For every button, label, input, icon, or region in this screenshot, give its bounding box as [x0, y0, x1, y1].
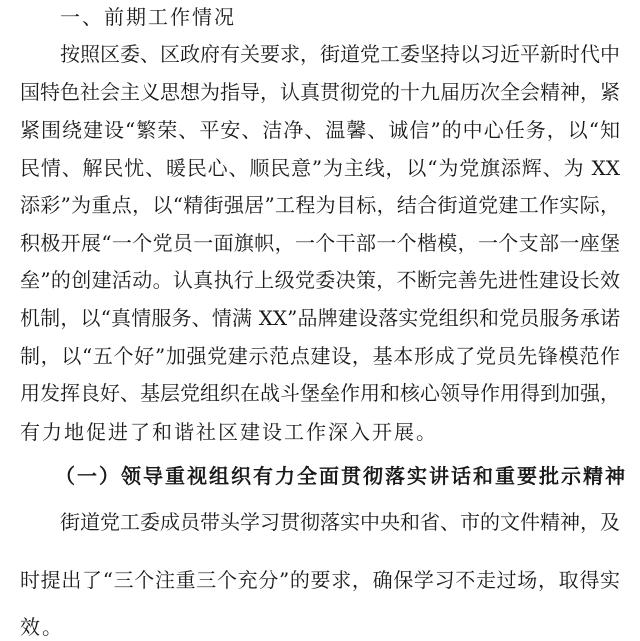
paragraph-line: 垒”的创建活动。认真执行上级党委决策，不断完善先进性建设长效: [20, 268, 620, 292]
subsection-title: （一）领导重视组织有力全面贯彻落实讲话和重要批示精神: [55, 464, 625, 488]
paragraph-line: 民情、解民忧、暖民心、顺民意”为主线，以“为党旗添辉、为 XX: [20, 156, 620, 180]
paragraph-line: 效。: [20, 615, 64, 639]
paragraph-line: 积极开展“一个党员一面旗帜，一个干部一个楷模，一个支部一座堡: [20, 231, 620, 255]
paragraph-line: 时提出了“三个注重三个充分”的要求，确保学习不走过场，取得实: [20, 568, 620, 592]
paragraph-line: 制，以“五个好”加强党建示范点建设，基本形成了党员先锋模范作: [20, 344, 620, 368]
section-title: 一、前期工作情况: [60, 5, 236, 29]
paragraph-line: 用发挥良好、基层党组织在战斗堡垒作用和核心领导作用得到加强，: [20, 381, 620, 405]
paragraph-line: 按照区委、区政府有关要求，街道党工委坚持以习近平新时代中: [60, 42, 620, 66]
paragraph-line: 有力地促进了和谐社区建设工作深入开展。: [20, 420, 438, 444]
paragraph-line: 紧围绕建设“繁荣、平安、洁净、温馨、诚信”的中心任务，以“知: [20, 118, 620, 142]
paragraph-line: 添彩”为重点，以“精街强居”工程为目标，结合街道党建工作实际，: [20, 193, 620, 217]
paragraph-line: 机制，以“真情服务、情满 XX”品牌建设落实党组织和党员服务承诺: [20, 306, 620, 330]
paragraph-line: 国特色社会主义思想为指导，认真贯彻党的十九届历次全会精神，紧: [20, 80, 620, 104]
paragraph-line: 街道党工委成员带头学习贯彻落实中央和省、市的文件精神，及: [60, 510, 620, 534]
